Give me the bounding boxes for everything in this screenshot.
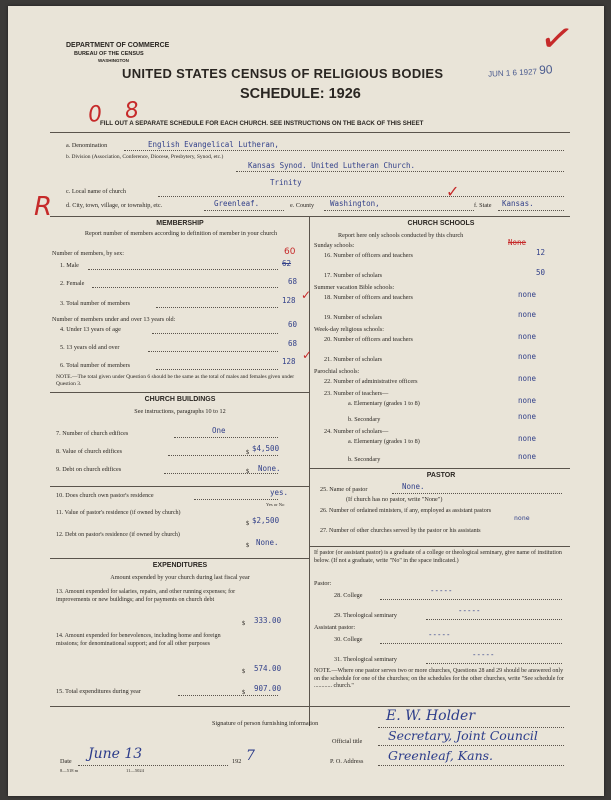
official-title-value: Secretary, Joint Council [388,728,538,743]
signature-value: E. W. Holder [386,708,476,724]
state-value: Kansas. [502,199,534,208]
q21-value: none [518,352,537,361]
q25-note: (If church has no pastor, write "None") [346,496,443,503]
by-sex-label: Number of members, by sex: [52,250,124,257]
q30-label: 30. College [334,636,363,643]
q9-value: None. [258,464,281,473]
q26-label: 26. Number of ordained ministers, if any, employed as assistant pastors [320,508,492,514]
state-label: f. State [474,202,492,209]
q5-value: 68 [288,339,298,348]
denomination-value: English Evangelical Lutheran, [148,140,279,149]
summer-label: Summer vacation Bible schools: [314,284,395,291]
red-code-mark: 0 8 [86,96,149,129]
q5-label: 5. 13 years old and over [60,344,120,351]
form-title: UNITED STATES CENSUS OF RELIGIOUS BODIES [122,66,444,81]
q12-value: None. [256,538,279,547]
q1-value: 62 [282,259,292,268]
q24-label: 24. Number of scholars— [324,428,389,435]
q6-label: 6. Total number of members [60,362,131,369]
q26-value: none [514,514,530,522]
q1-correction: 60 [284,247,296,257]
instructions-line: FILL OUT A SEPARATE SCHEDULE FOR EACH CHURCH. SEE INSTRUCTIONS ON THE BACK OF THIS SHEET [100,120,424,127]
date-label: Date [60,758,72,765]
pastor-title: PASTOR [426,472,456,479]
q16-struck: None [508,238,527,247]
q20-value: none [518,332,537,341]
signature-label: Signature of person furnishing information [212,720,319,727]
schools-title: CHURCH SCHOOLS [407,220,475,227]
red-tick-county: ✓ [446,182,460,201]
local-name-label: c. Local name of church [66,188,126,195]
q1-label: 1. Male [60,262,79,269]
division-label: b. Division (Association, Conference, Diocese, Presbytery, Synod, etc.) [66,154,224,160]
q17-value: 50 [536,268,546,277]
q29-value: ----- [458,606,481,615]
parochial-label: Parochial schools: [314,368,360,375]
form-code-2: 11—5024 [126,768,144,773]
county-label: e. County [290,202,315,209]
q23-label: 23. Number of teachers— [324,390,389,397]
pastor-note: NOTE.—Where one pastor serves two or more churches, Questions 28 and 29 should be answered only on the schedule for one of the churches; on the schedules for the other churches, write "See schedule for ............ church." [314,668,564,689]
q3-label: 3. Total number of members [60,300,131,307]
weekday-label: Week-day religious schools: [314,326,384,333]
q2-value: 68 [288,277,298,286]
q27-label: 27. Number of other churches served by the pastor or his assistants [320,528,481,534]
q4-label: 4. Under 13 years of age [60,326,121,333]
q24b-label: b. Secondary [348,456,381,463]
red-check-mark: ✓ [536,13,578,65]
q11-label: 11. Value of pastor's residence (if owned by church) [56,510,181,516]
year-prefix: 192 [232,758,242,765]
assistant-sub-label: Assistant pastor: [314,624,356,631]
q25-label: 25. Name of pastor [320,486,368,493]
q12-label: 12. Debt on pastor's residence (if owned by church) [56,532,180,538]
membership-title: MEMBERSHIP [156,220,204,227]
buildings-intro: See instructions, paragraphs 10 to 12 [134,408,226,415]
schedule-title: SCHEDULE: 1926 [240,86,361,102]
red-r-mark: R [34,192,53,222]
red-tick-q6: ✓ [302,348,313,362]
expenditures-intro: Amount expended by your church during last fiscal year [110,574,250,581]
q4-value: 60 [288,320,298,329]
q11-value: $2,500 [252,516,280,525]
q23a-value: none [518,396,537,405]
q7-label: 7. Number of church edifices [56,430,129,437]
q20-label: 20. Number of officers and teachers [324,336,413,343]
q18-value: none [518,290,537,299]
q23a-label: a. Elementary (grades 1 to 8) [348,400,420,407]
sunday-label: Sunday schools: [314,242,355,249]
q2-label: 2. Female [60,280,85,287]
pastor-sub-label: Pastor: [314,580,332,587]
q24a-value: none [518,434,537,443]
year-value: 7 [246,748,255,764]
q24b-value: none [518,452,537,461]
department-label: DEPARTMENT OF COMMERCE [66,42,170,49]
city-value: Greenleaf. [214,199,260,208]
q9-label: 9. Debt on church edifices [56,466,122,473]
bureau-label: BUREAU OF THE CENSUS [74,51,144,57]
q22-value: none [518,374,537,383]
q28-value: ----- [430,586,453,595]
q30-value: ----- [428,630,451,639]
q22-label: 22. Number of administrative officers [324,378,418,385]
q15-value: 907.00 [254,684,282,693]
buildings-title: CHURCH BUILDINGS [144,396,216,403]
division-value: Kansas Synod. United Lutheran Church. [248,161,416,170]
q25-value: None. [402,482,425,491]
q6-value: 128 [282,357,296,366]
q3-value: 128 [282,296,296,305]
po-address-value: Greenleaf, Kans. [388,748,494,763]
by-age-label: Number of members under and over 13 years old: [52,316,176,323]
denomination-label: a. Denomination [66,142,108,149]
schools-intro: Report here only schools conducted by this church [338,232,464,239]
q10-value: yes. [270,488,289,497]
city-label: WASHINGTON [98,58,129,63]
census-schedule-sheet: DEPARTMENT OF COMMERCE BUREAU OF THE CENSUS WASHINGTON UNITED STATES CENSUS OF RELIGIOUS BODIES SCHEDULE: 1926 FILL OUT A SEPARATE SCHEDULE FOR EACH CHURCH. SEE INSTRUCTIONS ON THE BACK OF THIS SHEET JUN 1 6 1927 90 ✓ 0 8 R a. Denomination English Evangelical Lutheran, b. Division (Association, Conference, Diocese, Presbytery, Synod, etc.) Kansas Synod. United Lutheran Church. c. Local name of church Trinity d. City, town, village, or township, etc. Greenleaf. e. County Washington, ✓ f. State Kansas. MEMBERSHIP Report number of members according to definition of member in your church Number of members, by sex: 1. Male 62 60 2. Female 68 3. Total number of members 128 ✓ Number of members under and over 13 years old: 4. Under 13 years of age 60 5. 13 years old and over 68 6. Total number of members 128 ✓ NOTE.—The total given under Question 6 should be the same as the total of males and females given under Question 3. CHURCH BUILDINGS See instructions, paragraphs 10 to 12 7. Number of church edifices One 8. Value of church edifices $ $4,500 9. Debt on church edifices $ None. 10. Does church own pastor's residence yes. Yes or No 11. Value of pastor's residence (if owned by church) $ $2,500 12. Debt on pastor's residence (if owned by church) $ None. EXPENDITURES Amount expended by your church during last fiscal year 13. Amount expended for salaries, repairs, and other running expenses; for improvements or new buildings; and for payments on church debt $ 333.00 14. Amount expended for benevolences, including home and foreign missions; for denominational support; and for all other purposes $ 574.00 15. Total expenditures during year $ 907.00 CHURCH SCHOOLS Report here only schools conducted by this church Sunday schools: 16. Number of officers and teachers None 12 17. Number of scholars 50 Summer vacation Bible schools: 18. Number of officers and teachers none 19. Number of scholars none Week-day religious schools: 20. Number of officers and teachers none 21. Number of scholars none Parochial schools: 22. Number of administrative officers none 23. Number of teachers— a. Elementary (grades 1 to 8) none b. Secondary none 24. Number of scholars— a. Elementary (grades 1 to 8) none b. Secondary none PASTOR 25. Name of pastor None. (If church has no pastor, write "None") 26. Number of ordained ministers, if any, employed as assistant pastors none 27. Number of other churches served by the pastor or his assistants If pastor (or assistant pastor) is a graduate of a college or theological seminary, give name of institution below. (If not a graduate, write "No" in the space indicated.) Pastor: 28. College ----- 29. Theological seminary ----- Assistant pastor: 30. College ----- 31. Theological seminary ----- NOTE.—Where one pastor serves two or more churches, Questions 28 and 29 should be answered only on the schedule for one of the churches; on the schedules for the other churches, write "See schedule for ............ church." Signature of person furnishing information E. W. Holder Official title Secretary, Joint Council Date June 13 192 7 P. O. Address Greenleaf, Kans. 8—518 m 11—5024 [8,6,604,796]
college-note: If pastor (or assistant pastor) is a graduate of a college or theological seminary, give name of institution below. (If not a graduate, write "No" in the space indicated.) [314,550,562,564]
q24a-label: a. Elementary (grades 1 to 8) [348,438,420,445]
q19-label: 19. Number of scholars [324,314,383,321]
q21-label: 21. Number of scholars [324,356,383,363]
q13-label: 13. Amount expended for salaries, repairs, and other running expenses; for improvements or new buildings; and for payments on church debt [56,589,236,603]
expenditures-title: EXPENDITURES [152,562,208,569]
city-field-label: d. City, town, village, or township, etc. [66,202,163,209]
q29-label: 29. Theological seminary [334,612,397,619]
q28-label: 28. College [334,592,363,599]
q19-value: none [518,310,537,319]
q10-label: 10. Does church own pastor's residence [56,492,154,499]
q31-value: ----- [472,650,495,659]
form-code: 8—518 m [60,768,79,773]
yes-no-caption: Yes or No [266,502,285,507]
county-value: Washington, [330,199,380,208]
official-title-label: Official title [332,738,363,745]
q16-label: 16. Number of officers and teachers [324,252,413,259]
q8-value: $4,500 [252,444,280,453]
q18-label: 18. Number of officers and teachers [324,294,413,301]
date-value: June 13 [88,746,143,762]
q7-value: One [212,426,226,435]
q13-value: 333.00 [254,616,282,625]
membership-intro: Report number of members according to definition of member in your church [84,230,278,237]
q15-label: 15. Total expenditures during year [56,688,141,695]
red-tick-q3: ✓ [301,288,312,302]
q14-label: 14. Amount expended for benevolences, including home and foreign missions; for denominational support; and for all other purposes [56,633,221,647]
q31-label: 31. Theological seminary [334,656,397,663]
q17-label: 17. Number of scholars [324,272,383,279]
q8-label: 8. Value of church edifices [56,448,123,455]
q14-value: 574.00 [254,664,282,673]
q23b-label: b. Secondary [348,416,381,423]
local-name-value: Trinity [270,178,302,187]
membership-note: NOTE.—The total given under Question 6 should be the same as the total of males and females given under Question 3. [56,374,295,387]
po-address-label: P. O. Address [330,758,364,765]
received-stamp: JUN 1 6 1927 90 [487,62,553,79]
q23b-value: none [518,412,537,421]
q16-value: 12 [536,248,546,257]
